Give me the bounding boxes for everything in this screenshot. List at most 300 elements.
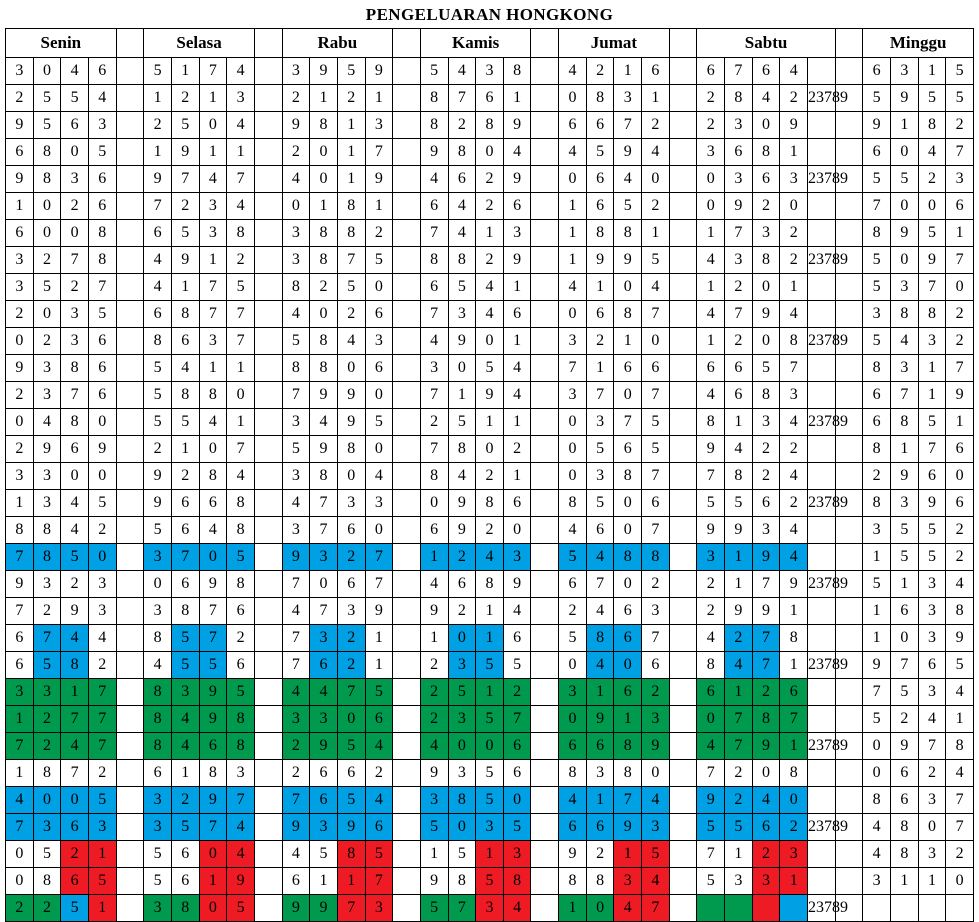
column-header-sabtu: Sabtu bbox=[697, 29, 835, 58]
digit-cell: 3 bbox=[725, 247, 753, 274]
digit-cell: 8 bbox=[33, 760, 61, 787]
digit-cell: 1 bbox=[365, 85, 393, 112]
digit-cell: 2 bbox=[88, 652, 116, 679]
digit-cell: 4 bbox=[282, 841, 310, 868]
digit-cell: 1 bbox=[725, 679, 753, 706]
digit-cell: 1 bbox=[559, 247, 587, 274]
digit-cell: 4 bbox=[725, 652, 753, 679]
digit-cell: 9 bbox=[725, 598, 753, 625]
column-separator bbox=[254, 355, 282, 382]
digit-cell: 3 bbox=[863, 301, 891, 328]
digit-cell: 7 bbox=[365, 544, 393, 571]
digit-cell: 5 bbox=[61, 544, 89, 571]
column-separator bbox=[116, 490, 144, 517]
digit-cell: 5 bbox=[227, 544, 255, 571]
digit-cell: 1 bbox=[6, 760, 34, 787]
digit-cell: 0 bbox=[33, 787, 61, 814]
digit-cell bbox=[725, 895, 753, 922]
row-tag: 23789 bbox=[808, 85, 836, 112]
digit-cell: 8 bbox=[420, 85, 448, 112]
digit-cell: 3 bbox=[559, 328, 587, 355]
digit-cell: 8 bbox=[476, 112, 504, 139]
column-separator bbox=[669, 490, 697, 517]
digit-cell: 4 bbox=[586, 598, 614, 625]
digit-cell: 1 bbox=[199, 247, 227, 274]
digit-cell: 8 bbox=[448, 787, 476, 814]
digit-cell: 1 bbox=[614, 841, 642, 868]
digit-cell: 7 bbox=[642, 301, 670, 328]
digit-cell: 4 bbox=[420, 733, 448, 760]
digit-cell: 5 bbox=[918, 85, 946, 112]
digit-cell: 0 bbox=[614, 382, 642, 409]
digit-cell: 6 bbox=[642, 355, 670, 382]
column-separator bbox=[254, 436, 282, 463]
digit-cell: 0 bbox=[33, 58, 61, 85]
digit-cell: 6 bbox=[144, 760, 172, 787]
digit-cell: 6 bbox=[697, 58, 725, 85]
column-separator bbox=[835, 841, 863, 868]
digit-cell: 8 bbox=[780, 760, 808, 787]
digit-cell: 5 bbox=[171, 112, 199, 139]
digit-cell: 1 bbox=[88, 841, 116, 868]
digit-cell: 7 bbox=[752, 571, 780, 598]
digit-cell: 8 bbox=[144, 625, 172, 652]
digit-cell: 0 bbox=[476, 436, 504, 463]
digit-cell: 4 bbox=[199, 517, 227, 544]
digit-cell: 2 bbox=[420, 679, 448, 706]
digit-cell: 4 bbox=[918, 706, 946, 733]
digit-cell: 6 bbox=[365, 706, 393, 733]
column-separator bbox=[254, 652, 282, 679]
row-tag bbox=[808, 463, 836, 490]
digit-cell: 5 bbox=[891, 517, 919, 544]
digit-cell: 6 bbox=[697, 355, 725, 382]
column-separator bbox=[835, 58, 863, 85]
digit-cell: 1 bbox=[199, 355, 227, 382]
digit-cell: 2 bbox=[780, 85, 808, 112]
digit-cell: 7 bbox=[227, 166, 255, 193]
digit-cell: 8 bbox=[559, 760, 587, 787]
digit-cell: 4 bbox=[365, 787, 393, 814]
digit-cell: 5 bbox=[476, 355, 504, 382]
digit-cell: 4 bbox=[614, 166, 642, 193]
digit-cell: 7 bbox=[171, 166, 199, 193]
digit-cell: 5 bbox=[503, 814, 531, 841]
digit-cell: 8 bbox=[752, 706, 780, 733]
digit-cell: 8 bbox=[227, 706, 255, 733]
column-header-kamis: Kamis bbox=[420, 29, 531, 58]
digit-cell: 6 bbox=[697, 679, 725, 706]
digit-cell: 6 bbox=[171, 517, 199, 544]
column-separator bbox=[531, 679, 559, 706]
digit-cell: 8 bbox=[144, 679, 172, 706]
digit-cell: 7 bbox=[918, 733, 946, 760]
table-row bbox=[6, 598, 974, 625]
digit-cell: 6 bbox=[946, 490, 974, 517]
table-row bbox=[6, 760, 974, 787]
digit-cell: 0 bbox=[6, 841, 34, 868]
digit-cell: 7 bbox=[642, 517, 670, 544]
column-separator bbox=[531, 733, 559, 760]
digit-cell: 0 bbox=[586, 895, 614, 922]
digit-cell: 5 bbox=[282, 436, 310, 463]
column-separator bbox=[116, 166, 144, 193]
digit-cell: 2 bbox=[337, 652, 365, 679]
digit-cell: 5 bbox=[227, 679, 255, 706]
digit-cell: 0 bbox=[946, 868, 974, 895]
digit-cell: 5 bbox=[863, 274, 891, 301]
column-header-jumat: Jumat bbox=[559, 29, 670, 58]
digit-cell: 3 bbox=[780, 841, 808, 868]
digit-cell: 9 bbox=[227, 868, 255, 895]
column-separator bbox=[669, 112, 697, 139]
digit-cell: 3 bbox=[918, 571, 946, 598]
digit-cell: 9 bbox=[559, 841, 587, 868]
digit-cell: 3 bbox=[586, 463, 614, 490]
digit-cell: 8 bbox=[891, 814, 919, 841]
column-separator bbox=[254, 166, 282, 193]
digit-cell: 6 bbox=[586, 112, 614, 139]
digit-cell: 2 bbox=[33, 733, 61, 760]
column-separator bbox=[669, 328, 697, 355]
digit-cell: 9 bbox=[420, 868, 448, 895]
digit-cell: 0 bbox=[697, 193, 725, 220]
digit-cell bbox=[780, 895, 808, 922]
header-gap-5 bbox=[669, 29, 697, 58]
column-separator bbox=[531, 895, 559, 922]
digit-cell: 2 bbox=[337, 85, 365, 112]
digit-cell: 0 bbox=[918, 193, 946, 220]
column-separator bbox=[254, 301, 282, 328]
digit-cell: 5 bbox=[199, 652, 227, 679]
digit-cell: 7 bbox=[642, 895, 670, 922]
digit-cell: 3 bbox=[199, 220, 227, 247]
digit-cell: 5 bbox=[586, 139, 614, 166]
digit-cell: 7 bbox=[337, 895, 365, 922]
digit-cell: 3 bbox=[697, 139, 725, 166]
digit-cell: 4 bbox=[171, 733, 199, 760]
digit-cell: 8 bbox=[752, 139, 780, 166]
digit-cell: 4 bbox=[586, 652, 614, 679]
column-separator bbox=[393, 463, 421, 490]
digit-cell: 2 bbox=[476, 517, 504, 544]
column-separator bbox=[669, 436, 697, 463]
digit-cell: 1 bbox=[476, 679, 504, 706]
digit-cell: 0 bbox=[227, 382, 255, 409]
digit-cell: 5 bbox=[503, 652, 531, 679]
digit-cell: 2 bbox=[448, 598, 476, 625]
digit-cell: 1 bbox=[918, 355, 946, 382]
digit-cell: 4 bbox=[61, 625, 89, 652]
digit-cell: 8 bbox=[420, 247, 448, 274]
digit-cell: 4 bbox=[6, 787, 34, 814]
digit-cell: 6 bbox=[891, 598, 919, 625]
digit-cell: 6 bbox=[863, 58, 891, 85]
digit-cell: 2 bbox=[61, 841, 89, 868]
digit-cell: 2 bbox=[476, 166, 504, 193]
digit-cell: 7 bbox=[365, 139, 393, 166]
column-separator bbox=[116, 139, 144, 166]
digit-cell: 2 bbox=[33, 598, 61, 625]
digit-cell: 5 bbox=[891, 544, 919, 571]
digit-cell: 7 bbox=[33, 625, 61, 652]
digit-cell: 1 bbox=[780, 733, 808, 760]
digit-cell: 0 bbox=[88, 463, 116, 490]
digit-cell: 3 bbox=[891, 58, 919, 85]
digit-cell: 2 bbox=[642, 193, 670, 220]
digit-cell: 2 bbox=[337, 544, 365, 571]
row-tag: 23789 bbox=[808, 247, 836, 274]
digit-cell: 6 bbox=[559, 814, 587, 841]
row-tag bbox=[808, 841, 836, 868]
row-tag bbox=[808, 598, 836, 625]
digit-cell: 3 bbox=[918, 598, 946, 625]
digit-cell: 9 bbox=[918, 247, 946, 274]
column-separator bbox=[254, 787, 282, 814]
digit-cell: 7 bbox=[946, 814, 974, 841]
digit-cell: 4 bbox=[614, 895, 642, 922]
digit-cell: 0 bbox=[61, 463, 89, 490]
digit-cell: 8 bbox=[310, 112, 338, 139]
digit-cell: 3 bbox=[476, 895, 504, 922]
digit-cell: 4 bbox=[282, 679, 310, 706]
digit-cell: 2 bbox=[752, 679, 780, 706]
column-header-senin: Senin bbox=[6, 29, 117, 58]
digit-cell: 6 bbox=[6, 652, 34, 679]
results-table bbox=[5, 28, 974, 922]
column-separator bbox=[254, 274, 282, 301]
digit-cell: 1 bbox=[642, 85, 670, 112]
digit-cell: 9 bbox=[6, 166, 34, 193]
column-separator bbox=[531, 328, 559, 355]
digit-cell: 6 bbox=[61, 814, 89, 841]
column-separator bbox=[669, 517, 697, 544]
digit-cell: 1 bbox=[614, 328, 642, 355]
column-separator bbox=[669, 544, 697, 571]
digit-cell: 3 bbox=[171, 679, 199, 706]
digit-cell: 2 bbox=[946, 328, 974, 355]
digit-cell: 0 bbox=[365, 382, 393, 409]
digit-cell: 7 bbox=[199, 814, 227, 841]
digit-cell: 0 bbox=[61, 220, 89, 247]
digit-cell: 5 bbox=[171, 409, 199, 436]
digit-cell: 8 bbox=[171, 598, 199, 625]
digit-cell: 9 bbox=[891, 733, 919, 760]
row-tag bbox=[808, 544, 836, 571]
digit-cell: 4 bbox=[559, 787, 587, 814]
digit-cell: 8 bbox=[946, 733, 974, 760]
digit-cell: 5 bbox=[365, 247, 393, 274]
column-separator bbox=[669, 274, 697, 301]
row-tag: 23789 bbox=[808, 652, 836, 679]
table-row bbox=[6, 139, 974, 166]
digit-cell: 3 bbox=[144, 895, 172, 922]
table-row bbox=[6, 166, 974, 193]
digit-cell: 5 bbox=[88, 490, 116, 517]
digit-cell: 3 bbox=[642, 598, 670, 625]
digit-cell: 0 bbox=[863, 760, 891, 787]
digit-cell: 1 bbox=[476, 220, 504, 247]
column-separator bbox=[669, 571, 697, 598]
digit-cell: 0 bbox=[448, 355, 476, 382]
digit-cell: 7 bbox=[282, 787, 310, 814]
digit-cell: 2 bbox=[171, 85, 199, 112]
digit-cell: 4 bbox=[282, 301, 310, 328]
digit-cell: 4 bbox=[448, 58, 476, 85]
digit-cell: 4 bbox=[476, 544, 504, 571]
digit-cell: 2 bbox=[918, 760, 946, 787]
digit-cell: 3 bbox=[310, 625, 338, 652]
digit-cell: 9 bbox=[780, 112, 808, 139]
digit-cell: 0 bbox=[559, 409, 587, 436]
digit-cell: 1 bbox=[725, 544, 753, 571]
digit-cell: 4 bbox=[891, 328, 919, 355]
digit-cell: 4 bbox=[227, 112, 255, 139]
digit-cell: 3 bbox=[752, 517, 780, 544]
column-header-rabu: Rabu bbox=[282, 29, 393, 58]
digit-cell: 3 bbox=[144, 814, 172, 841]
digit-cell: 7 bbox=[891, 382, 919, 409]
header-gap-3 bbox=[393, 29, 421, 58]
digit-cell: 9 bbox=[503, 112, 531, 139]
digit-cell: 3 bbox=[365, 328, 393, 355]
column-separator bbox=[835, 760, 863, 787]
digit-cell: 1 bbox=[559, 220, 587, 247]
digit-cell: 0 bbox=[199, 895, 227, 922]
digit-cell: 6 bbox=[88, 382, 116, 409]
digit-cell: 6 bbox=[420, 517, 448, 544]
digit-cell: 9 bbox=[144, 166, 172, 193]
digit-cell: 0 bbox=[6, 328, 34, 355]
digit-cell: 6 bbox=[780, 679, 808, 706]
digit-cell: 4 bbox=[863, 841, 891, 868]
digit-cell: 7 bbox=[503, 706, 531, 733]
digit-cell: 9 bbox=[420, 139, 448, 166]
digit-cell: 7 bbox=[337, 247, 365, 274]
row-tag bbox=[808, 301, 836, 328]
digit-cell: 5 bbox=[918, 517, 946, 544]
digit-cell: 6 bbox=[614, 679, 642, 706]
column-separator bbox=[393, 733, 421, 760]
digit-cell: 4 bbox=[144, 274, 172, 301]
column-separator bbox=[116, 220, 144, 247]
table-row bbox=[6, 841, 974, 868]
digit-cell: 6 bbox=[586, 814, 614, 841]
digit-cell: 4 bbox=[697, 301, 725, 328]
column-separator bbox=[254, 58, 282, 85]
column-separator bbox=[531, 787, 559, 814]
digit-cell: 7 bbox=[199, 625, 227, 652]
digit-cell: 0 bbox=[88, 544, 116, 571]
digit-cell: 6 bbox=[586, 517, 614, 544]
column-separator bbox=[531, 544, 559, 571]
digit-cell: 9 bbox=[282, 544, 310, 571]
digit-cell: 2 bbox=[918, 166, 946, 193]
digit-cell: 2 bbox=[642, 112, 670, 139]
digit-cell: 8 bbox=[448, 868, 476, 895]
table-row bbox=[6, 328, 974, 355]
digit-cell: 4 bbox=[420, 166, 448, 193]
digit-cell: 2 bbox=[88, 517, 116, 544]
row-tag: 23789 bbox=[808, 409, 836, 436]
digit-cell: 0 bbox=[282, 193, 310, 220]
column-separator bbox=[393, 625, 421, 652]
digit-cell: 4 bbox=[33, 409, 61, 436]
digit-cell: 5 bbox=[725, 814, 753, 841]
column-separator bbox=[393, 787, 421, 814]
column-separator bbox=[669, 760, 697, 787]
digit-cell: 6 bbox=[365, 355, 393, 382]
digit-cell: 7 bbox=[199, 58, 227, 85]
digit-cell: 9 bbox=[697, 787, 725, 814]
digit-cell: 5 bbox=[144, 382, 172, 409]
column-separator bbox=[393, 112, 421, 139]
row-tag bbox=[808, 868, 836, 895]
digit-cell: 3 bbox=[33, 382, 61, 409]
digit-cell: 5 bbox=[61, 85, 89, 112]
column-separator bbox=[254, 382, 282, 409]
column-separator bbox=[393, 760, 421, 787]
digit-cell: 1 bbox=[61, 679, 89, 706]
column-separator bbox=[669, 220, 697, 247]
digit-cell: 4 bbox=[946, 571, 974, 598]
digit-cell: 3 bbox=[310, 814, 338, 841]
digit-cell: 3 bbox=[559, 382, 587, 409]
digit-cell: 7 bbox=[642, 382, 670, 409]
digit-cell: 8 bbox=[337, 841, 365, 868]
digit-cell: 9 bbox=[420, 598, 448, 625]
digit-cell: 7 bbox=[310, 517, 338, 544]
digit-cell: 8 bbox=[725, 85, 753, 112]
digit-cell: 5 bbox=[697, 490, 725, 517]
column-separator bbox=[669, 58, 697, 85]
digit-cell: 3 bbox=[199, 193, 227, 220]
digit-cell: 7 bbox=[946, 787, 974, 814]
digit-cell: 4 bbox=[282, 598, 310, 625]
column-separator bbox=[254, 463, 282, 490]
digit-cell: 6 bbox=[199, 733, 227, 760]
digit-cell: 1 bbox=[614, 706, 642, 733]
digit-cell: 9 bbox=[420, 760, 448, 787]
digit-cell: 5 bbox=[448, 274, 476, 301]
column-separator bbox=[669, 733, 697, 760]
page-title: PENGELUARAN HONGKONG bbox=[365, 5, 614, 24]
digit-cell: 1 bbox=[642, 220, 670, 247]
digit-cell: 4 bbox=[282, 490, 310, 517]
digit-cell: 6 bbox=[282, 868, 310, 895]
digit-cell: 5 bbox=[88, 301, 116, 328]
digit-cell: 4 bbox=[282, 166, 310, 193]
digit-cell: 6 bbox=[448, 571, 476, 598]
digit-cell: 0 bbox=[614, 274, 642, 301]
digit-cell: 7 bbox=[780, 706, 808, 733]
digit-cell: 5 bbox=[310, 841, 338, 868]
digit-cell: 5 bbox=[863, 571, 891, 598]
column-separator bbox=[393, 58, 421, 85]
column-separator bbox=[116, 409, 144, 436]
digit-cell: 1 bbox=[780, 598, 808, 625]
table-row bbox=[6, 652, 974, 679]
digit-cell: 0 bbox=[642, 760, 670, 787]
digit-cell: 3 bbox=[144, 787, 172, 814]
digit-cell: 6 bbox=[6, 625, 34, 652]
digit-cell: 4 bbox=[752, 85, 780, 112]
digit-cell: 1 bbox=[614, 58, 642, 85]
digit-cell: 6 bbox=[586, 193, 614, 220]
digit-cell: 0 bbox=[503, 787, 531, 814]
row-tag: 23789 bbox=[808, 571, 836, 598]
column-separator bbox=[393, 490, 421, 517]
